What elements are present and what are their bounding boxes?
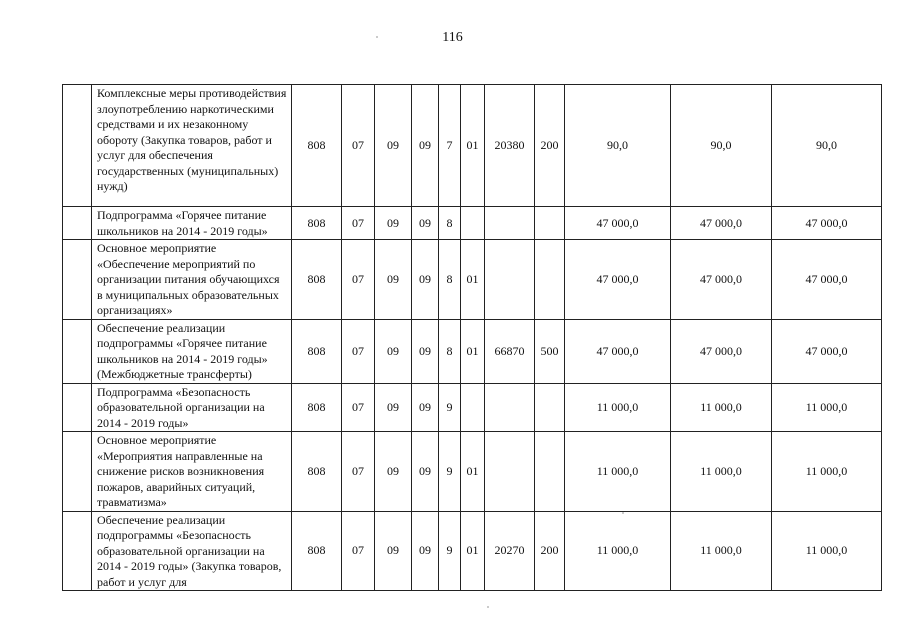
code-cell-c2: 07 — [342, 432, 375, 512]
code-cell-c4: 09 — [412, 511, 439, 591]
description-cell: Комплексные меры противодействия злоупотреблению наркотическими средствами и их незаконному обороту (Закупка товаров, работ и услуг для обеспечения государственных (муниципальных) нужд) — [92, 85, 292, 207]
code-cell-c6: 01 — [461, 432, 485, 512]
code-cell-c2: 07 — [342, 240, 375, 320]
description-cell: Обеспечение реализации подпрограммы «Безопасность образовательной организации на 2014 - 2019 годы» (Закупка товаров, работ и услуг для — [92, 511, 292, 591]
code-cell-c5: 9 — [439, 511, 461, 591]
amount-cell-v2: 11 000,0 — [671, 383, 772, 432]
row-number-cell — [63, 319, 92, 383]
code-cell-c7 — [485, 383, 535, 432]
amount-cell-v2: 47 000,0 — [671, 319, 772, 383]
code-cell-c3: 09 — [375, 240, 412, 320]
code-cell-c2: 07 — [342, 85, 375, 207]
amount-cell-v1: 47 000,0 — [565, 319, 671, 383]
code-cell-c3: 09 — [375, 511, 412, 591]
code-cell-c8: 200 — [535, 511, 565, 591]
scan-speck — [376, 36, 378, 38]
code-cell-c3: 09 — [375, 207, 412, 240]
amount-cell-v3: 47 000,0 — [772, 319, 882, 383]
code-cell-c7: 20380 — [485, 85, 535, 207]
code-cell-c3: 09 — [375, 85, 412, 207]
code-cell-c8 — [535, 207, 565, 240]
code-cell-c1: 808 — [292, 207, 342, 240]
code-cell-c8: 200 — [535, 85, 565, 207]
code-cell-c7 — [485, 432, 535, 512]
code-cell-c2: 07 — [342, 383, 375, 432]
code-cell-c4: 09 — [412, 240, 439, 320]
description-cell: Подпрограмма «Горячее питание школьников на 2014 - 2019 годы» — [92, 207, 292, 240]
description-cell: Обеспечение реализации подпрограммы «Горячее питание школьников на 2014 - 2019 годы» (Межбюджетные трансферты) — [92, 319, 292, 383]
page-number: 116 — [442, 30, 463, 45]
code-cell-c5: 9 — [439, 432, 461, 512]
code-cell-c3: 09 — [375, 383, 412, 432]
code-cell-c6 — [461, 207, 485, 240]
amount-cell-v2: 47 000,0 — [671, 240, 772, 320]
table-row — [63, 207, 882, 240]
code-cell-c2: 07 — [342, 319, 375, 383]
code-cell-c6: 01 — [461, 240, 485, 320]
code-cell-c5: 7 — [439, 85, 461, 207]
table-row — [63, 319, 882, 383]
code-cell-c7: 66870 — [485, 319, 535, 383]
table-row — [63, 511, 882, 591]
code-cell-c6: 01 — [461, 319, 485, 383]
amount-cell-v1: 11 000,0 — [565, 511, 671, 591]
code-cell-c6: 01 — [461, 511, 485, 591]
code-cell-c5: 8 — [439, 207, 461, 240]
code-cell-c3: 09 — [375, 319, 412, 383]
scan-speck — [622, 512, 624, 514]
description-cell: Основное мероприятие «Мероприятия направленные на снижение рисков возникновения пожаров, аварийных ситуаций, травматизма» — [92, 432, 292, 512]
code-cell-c8: 500 — [535, 319, 565, 383]
amount-cell-v1: 90,0 — [565, 85, 671, 207]
code-cell-c1: 808 — [292, 432, 342, 512]
amount-cell-v1: 11 000,0 — [565, 383, 671, 432]
code-cell-c4: 09 — [412, 383, 439, 432]
code-cell-c7: 20270 — [485, 511, 535, 591]
code-cell-c8 — [535, 432, 565, 512]
code-cell-c8 — [535, 240, 565, 320]
amount-cell-v3: 11 000,0 — [772, 511, 882, 591]
amount-cell-v2: 90,0 — [671, 85, 772, 207]
row-number-cell — [63, 432, 92, 512]
code-cell-c7 — [485, 207, 535, 240]
code-cell-c8 — [535, 383, 565, 432]
amount-cell-v1: 47 000,0 — [565, 240, 671, 320]
amount-cell-v3: 11 000,0 — [772, 383, 882, 432]
description-cell: Основное мероприятие «Обеспечение мероприятий по организации питания обучающихся в муниципальных образовательных организациях» — [92, 240, 292, 320]
code-cell-c1: 808 — [292, 85, 342, 207]
amount-cell-v1: 11 000,0 — [565, 432, 671, 512]
amount-cell-v3: 90,0 — [772, 85, 882, 207]
amount-cell-v2: 11 000,0 — [671, 511, 772, 591]
code-cell-c4: 09 — [412, 207, 439, 240]
row-number-cell — [63, 240, 92, 320]
amount-cell-v1: 47 000,0 — [565, 207, 671, 240]
code-cell-c4: 09 — [412, 319, 439, 383]
code-cell-c5: 9 — [439, 383, 461, 432]
code-cell-c5: 8 — [439, 319, 461, 383]
row-number-cell — [63, 85, 92, 207]
code-cell-c1: 808 — [292, 511, 342, 591]
row-number-cell — [63, 383, 92, 432]
table-row — [63, 432, 882, 512]
code-cell-c7 — [485, 240, 535, 320]
code-cell-c3: 09 — [375, 432, 412, 512]
code-cell-c2: 07 — [342, 207, 375, 240]
code-cell-c1: 808 — [292, 240, 342, 320]
code-cell-c1: 808 — [292, 319, 342, 383]
amount-cell-v3: 11 000,0 — [772, 432, 882, 512]
code-cell-c6 — [461, 383, 485, 432]
amount-cell-v2: 11 000,0 — [671, 432, 772, 512]
description-cell: Подпрограмма «Безопасность образовательной организации на 2014 - 2019 годы» — [92, 383, 292, 432]
row-number-cell — [63, 511, 92, 591]
code-cell-c1: 808 — [292, 383, 342, 432]
budget-table — [62, 84, 882, 591]
scan-speck — [487, 606, 489, 608]
code-cell-c4: 09 — [412, 85, 439, 207]
amount-cell-v3: 47 000,0 — [772, 207, 882, 240]
code-cell-c6: 01 — [461, 85, 485, 207]
table-row — [63, 383, 882, 432]
amount-cell-v3: 47 000,0 — [772, 240, 882, 320]
code-cell-c2: 07 — [342, 511, 375, 591]
table-row — [63, 85, 882, 207]
amount-cell-v2: 47 000,0 — [671, 207, 772, 240]
code-cell-c5: 8 — [439, 240, 461, 320]
row-number-cell — [63, 207, 92, 240]
code-cell-c4: 09 — [412, 432, 439, 512]
table-row — [63, 240, 882, 320]
